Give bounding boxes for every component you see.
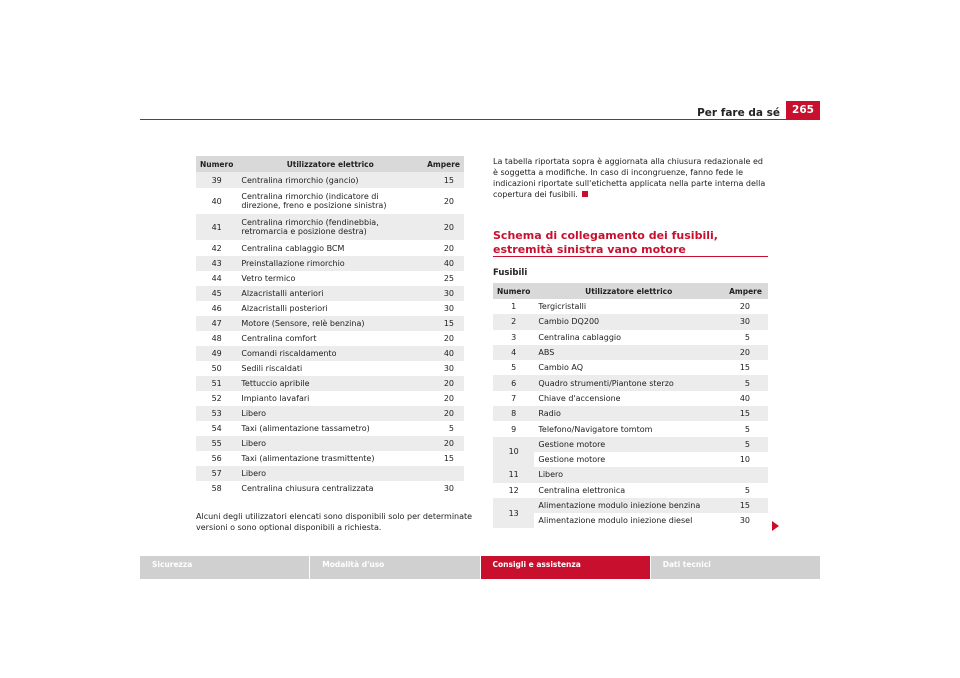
table-row <box>493 467 768 482</box>
fuse-consumer: Centralina comfort <box>241 334 317 343</box>
fuse-consumer: Centralina elettronica <box>538 485 626 495</box>
fuse-number: 40 <box>211 196 222 206</box>
column-header-ampere: Ampere <box>423 156 464 172</box>
continue-arrow-icon <box>772 521 779 531</box>
fuse-consumer: Alzacristalli anteriori <box>237 286 423 301</box>
fuse-ampere: 15 <box>723 406 768 421</box>
table-row <box>493 513 768 528</box>
table-row <box>196 421 464 436</box>
table-row <box>493 483 768 498</box>
table-header-row <box>493 283 768 299</box>
fuse-number: 5 <box>511 363 517 373</box>
fuse-ampere: 30 <box>443 304 454 313</box>
fuse-consumer: Quadro strumenti/Piantone sterzo <box>534 375 723 390</box>
table-row <box>493 314 768 329</box>
fuse-consumer: Tettuccio apribile <box>237 376 423 391</box>
section-divider <box>493 256 768 257</box>
fuse-number: 42 <box>211 243 222 253</box>
table-row <box>196 361 464 376</box>
paragraph-text: La tabella riportata sopra è aggiornata alla chiusura redazionale ed è soggetta a modifiche. In caso di incongruenze, fanno fede le indicazioni riportate sull'etichetta applicata nella parte interna della copertura dei fusibili. <box>493 157 766 199</box>
table-row <box>196 301 464 316</box>
fuse-number: 47 <box>196 316 237 331</box>
table-row <box>196 214 464 240</box>
table-row <box>196 436 464 451</box>
table-row <box>196 316 464 331</box>
table-row <box>196 256 464 271</box>
fuse-ampere: 5 <box>744 332 750 342</box>
fuse-consumer: Libero <box>237 406 423 421</box>
fuse-consumer: Centralina rimorchio (indicatore di direzione, freno e posizione sinistra) <box>241 192 387 210</box>
fuse-consumer: Vetro termico <box>241 274 296 283</box>
fuse-consumer: Libero <box>534 467 723 482</box>
table-row <box>493 330 768 345</box>
fuse-consumer: Centralina chiusura centralizzata <box>241 484 374 493</box>
table-row <box>493 437 768 452</box>
table-header-row <box>196 156 464 172</box>
table-row <box>196 172 464 188</box>
table-row <box>493 299 768 314</box>
fuse-number: 43 <box>196 256 237 271</box>
fuse-ampere: 5 <box>744 485 750 495</box>
column-header-numero: Numero <box>196 156 237 172</box>
table-row <box>493 421 768 436</box>
fuse-number: 44 <box>211 274 222 283</box>
fuse-table-right <box>493 283 768 528</box>
table-row <box>196 240 464 256</box>
table-row <box>196 376 464 391</box>
fuse-number: 55 <box>196 436 237 451</box>
fuse-ampere: 20 <box>739 302 750 312</box>
fuse-ampere: 40 <box>423 256 464 271</box>
fuse-consumer: Gestione motore <box>534 437 723 452</box>
column-header-utilizzatore: Utilizzatore elettrico <box>534 283 723 299</box>
page-number: 265 <box>786 101 820 120</box>
table-row <box>196 271 464 286</box>
footer-tab-consigli-assistenza[interactable]: Consigli e assistenza <box>481 556 650 579</box>
fuse-number: 10 <box>493 437 534 468</box>
table-row <box>493 406 768 421</box>
fuse-number: 2 <box>493 314 534 329</box>
fuse-consumer: Centralina cablaggio BCM <box>241 243 345 253</box>
fuse-ampere: 15 <box>723 498 768 513</box>
fuse-ampere: 5 <box>448 424 454 433</box>
fuse-ampere: 20 <box>423 406 464 421</box>
fuse-consumer: Telefono/Navigatore tomtom <box>538 424 653 434</box>
fuse-number: 7 <box>511 393 517 403</box>
fuse-number: 6 <box>493 375 534 390</box>
section-title: Schema di collegamento dei fusibili, estremità sinistra vano motore <box>493 229 718 256</box>
fuse-ampere: 20 <box>723 345 768 360</box>
fuse-consumer: Impianto lavafari <box>241 394 310 403</box>
fuse-ampere: 15 <box>423 172 464 188</box>
fuse-ampere: 20 <box>423 376 464 391</box>
table-row <box>196 391 464 406</box>
fuse-number: 3 <box>511 332 517 342</box>
fuse-consumer: ABS <box>534 345 723 360</box>
fuse-number: 51 <box>196 376 237 391</box>
fuse-consumer: Centralina cablaggio <box>538 332 622 342</box>
fuse-ampere: 15 <box>423 316 464 331</box>
fuse-ampere: 30 <box>723 513 768 528</box>
fuse-consumer: Centralina rimorchio (gancio) <box>237 172 423 188</box>
fuse-ampere: 20 <box>443 334 454 343</box>
fuse-consumer: Radio <box>534 406 723 421</box>
fuse-ampere: 40 <box>423 346 464 361</box>
fuse-consumer: Alimentazione modulo iniezione diesel <box>534 513 723 528</box>
fuse-ampere: 5 <box>744 424 750 434</box>
fuse-number: 1 <box>511 302 517 312</box>
fuse-ampere: 20 <box>443 196 454 206</box>
fuse-ampere <box>423 466 464 481</box>
table-row <box>493 498 768 513</box>
fuse-consumer: Taxi (alimentazione trasmittente) <box>241 454 375 463</box>
fuse-consumer: Gestione motore <box>534 452 723 467</box>
fuse-number: 41 <box>196 214 237 240</box>
footer-tab-modalita-uso[interactable]: Modalità d'uso <box>310 556 479 579</box>
fuse-number: 52 <box>211 394 222 403</box>
column-header-ampere: Ampere <box>723 283 768 299</box>
fuse-number: 50 <box>211 364 222 373</box>
fuse-ampere: 30 <box>443 364 454 373</box>
fuse-ampere: 20 <box>443 243 454 253</box>
fuse-number: 45 <box>196 286 237 301</box>
fuse-consumer: Cambio DQ200 <box>534 314 723 329</box>
fuse-consumer: Alzacristalli posteriori <box>241 304 328 313</box>
fuse-number: 8 <box>493 406 534 421</box>
fuse-number: 48 <box>211 334 222 343</box>
fuse-ampere: 15 <box>739 363 750 373</box>
fuse-ampere: 25 <box>443 274 454 283</box>
fuse-ampere <box>723 467 768 482</box>
column-header-numero: Numero <box>493 283 534 299</box>
fuse-consumer: Preinstallazione rimorchio <box>237 256 423 271</box>
table-row <box>493 345 768 360</box>
fuse-number: 12 <box>508 485 519 495</box>
fuse-ampere: 5 <box>723 437 768 452</box>
fuse-ampere: 20 <box>443 394 454 403</box>
availability-note: Alcuni degli utilizzatori elencati sono disponibili solo per determinate versioni o sono optional disponibili a richiesta. <box>196 512 473 532</box>
fuse-consumer: Libero <box>237 466 423 481</box>
footer-nav <box>140 556 820 579</box>
table-row <box>493 375 768 390</box>
page-header-title: Per fare da sé <box>697 107 780 119</box>
fuse-consumer: Centralina rimorchio (fendinebbia, retromarcia e posizione destra) <box>237 214 423 240</box>
table-row <box>493 360 768 375</box>
footer-tab-sicurezza[interactable]: Sicurezza <box>140 556 309 579</box>
fuse-number: 39 <box>196 172 237 188</box>
fuse-ampere: 5 <box>723 375 768 390</box>
footer-tab-dati-tecnici[interactable]: Dati tecnici <box>651 556 820 579</box>
fuse-number: 49 <box>196 346 237 361</box>
fuse-consumer: Tergicristalli <box>538 302 587 312</box>
fuse-consumer: Comandi riscaldamento <box>237 346 423 361</box>
fuse-ampere: 20 <box>423 436 464 451</box>
fuse-ampere: 30 <box>443 484 454 493</box>
table-row <box>196 188 464 214</box>
fuse-consumer: Sedili riscaldati <box>241 364 303 373</box>
column-header-utilizzatore: Utilizzatore elettrico <box>237 156 423 172</box>
fuse-consumer: Taxi (alimentazione tassametro) <box>241 424 370 433</box>
fuse-consumer: Motore (Sensore, relè benzina) <box>237 316 423 331</box>
subsection-title: Fusibili <box>493 268 528 278</box>
table-row <box>196 406 464 421</box>
table-row <box>196 481 464 496</box>
fuse-number: 57 <box>196 466 237 481</box>
fuse-consumer: Chiave d'accensione <box>538 393 621 403</box>
fuse-consumer: Alimentazione modulo iniezione benzina <box>534 498 723 513</box>
fuse-consumer: Libero <box>237 436 423 451</box>
fuse-ampere: 15 <box>443 454 454 463</box>
table-row <box>196 331 464 346</box>
fuse-ampere: 40 <box>739 393 750 403</box>
table-row <box>493 452 768 467</box>
table-row <box>196 451 464 466</box>
fuse-ampere: 30 <box>723 314 768 329</box>
fuse-number: 9 <box>511 424 517 434</box>
fuse-consumer: Cambio AQ <box>538 363 584 373</box>
header-divider <box>140 119 820 120</box>
table-update-paragraph <box>493 156 768 200</box>
fuse-number: 4 <box>493 345 534 360</box>
fuse-ampere: 20 <box>423 214 464 240</box>
fuse-number: 54 <box>211 424 222 433</box>
table-row <box>196 286 464 301</box>
table-row <box>196 466 464 481</box>
table-row <box>196 346 464 361</box>
fuse-number: 13 <box>493 498 534 529</box>
table-row <box>493 391 768 406</box>
fuse-table-left <box>196 156 464 496</box>
fuse-number: 56 <box>211 454 222 463</box>
fuse-number: 58 <box>211 484 222 493</box>
fuse-ampere: 10 <box>723 452 768 467</box>
section-end-marker <box>582 191 588 197</box>
fuse-ampere: 30 <box>423 286 464 301</box>
fuse-number: 11 <box>493 467 534 482</box>
fuse-number: 46 <box>211 304 222 313</box>
fuse-number: 53 <box>196 406 237 421</box>
